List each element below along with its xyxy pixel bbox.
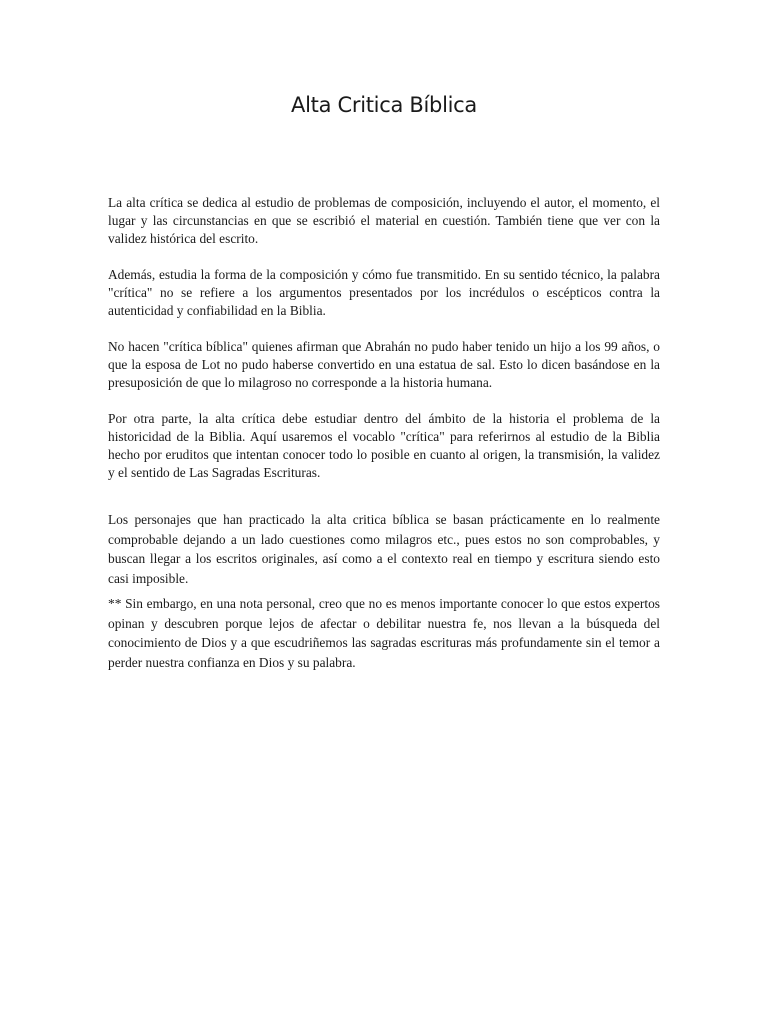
paragraph-6: ** Sin embargo, en una nota personal, creo que no es menos importante conocer lo que estos expertos opinan y descubren porque lejos de afectar o debilitar nuestra fe, nos llevan a la búsqueda del conocimiento de Dios y a que escudriñemos las sagradas escrituras más profundamente sin el temor a perder nuestra confianza en Dios y su palabra.	[108, 596, 660, 670]
paragraph-1: La alta crítica se dedica al estudio de problemas de composición, incluyendo el autor, el momento, el lugar y las circunstancias en que se escribió el material en cuestión. También tiene que ver con la validez histórica del escrito.	[108, 195, 660, 246]
paragraph-5: Los personajes que han practicado la alta critica bíblica se basan prácticamente en lo realmente comprobable dejando a un lado cuestiones como milagros etc., pues estos no son comprobables, y buscan llegar a los escritos originales, así como a el contexto real en tiempo y escritura siendo esto casi imposible.	[108, 512, 660, 586]
paragraph-4: Por otra parte, la alta crítica debe estudiar dentro del ámbito de la historia el problema de la historicidad de la Biblia. Aquí usaremos el vocablo "crítica" para referirnos al estudio de la Biblia hecho por eruditos que intentan conocer todo lo posible en cuanto al origen, la transmisión, la validez y el sentido de Las Sagradas Escrituras.	[108, 411, 660, 480]
paragraph-3: No hacen "crítica bíblica" quienes afirman que Abrahán no pudo haber tenido un hijo a los 99 años, o que la esposa de Lot no pudo haberse convertido en una estatua de sal. Esto lo dicen basándose en la presuposición de que lo milagroso no corresponde a la historia humana.	[108, 339, 660, 390]
page-title: Alta Critica Bíblica	[291, 93, 477, 117]
paragraph-2: Además, estudia la forma de la composición y cómo fue transmitido. En su sentido técnico, la palabra "crítica" no se refiere a los argumentos presentados por los incrédulos o escépticos contra la autenticidad y confiabilidad en la Biblia.	[108, 267, 660, 318]
document-body	[108, 194, 660, 672]
